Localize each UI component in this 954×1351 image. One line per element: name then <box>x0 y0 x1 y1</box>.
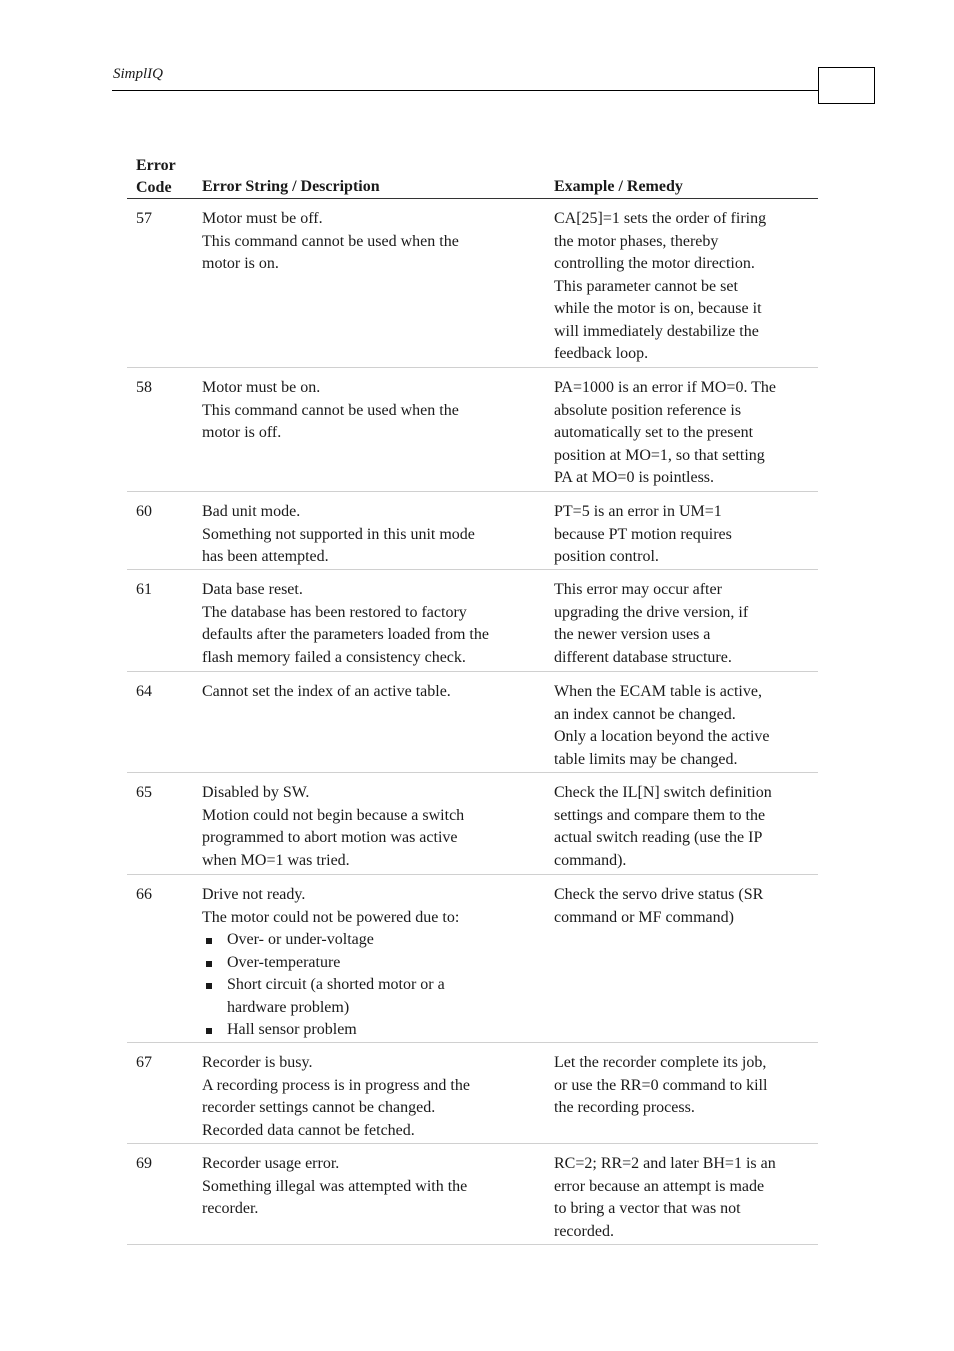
description-line: Motion could not begin because a switch <box>202 806 465 824</box>
description-line: A recording process is in progress and the <box>202 1076 470 1094</box>
remedy-line: an index cannot be changed. <box>554 705 736 723</box>
list-item-line: Hall sensor problem <box>227 1021 357 1038</box>
remedy-line: the motor phases, thereby <box>554 232 719 250</box>
error-code-cell: 69 <box>136 1155 152 1172</box>
remedy-cell <box>554 1052 816 1120</box>
remedy-cell <box>554 579 816 669</box>
list-item <box>202 952 542 975</box>
remedy-cell <box>554 208 816 366</box>
remedy-line: while the motor is on, because it <box>554 300 762 317</box>
error-code-cell: 65 <box>136 784 152 801</box>
header-error-code <box>136 155 196 199</box>
table-row <box>127 672 818 773</box>
remedy-cell <box>554 501 816 569</box>
list-item-line: hardware problem) <box>227 998 350 1016</box>
remedy-line: Check the IL[N] switch definition <box>554 784 772 801</box>
remedy-line: or use the RR=0 command to kill <box>554 1076 768 1094</box>
description-line: motor is off. <box>202 424 282 441</box>
description-line: when MO=1 was tried. <box>202 851 350 869</box>
error-code-cell: 58 <box>136 379 152 396</box>
description-cell <box>202 579 542 669</box>
remedy-line: controlling the motor direction. <box>554 255 755 272</box>
table-row <box>127 875 818 1043</box>
remedy-line: actual switch reading (use the IP <box>554 829 763 846</box>
description-line: programmed to abort motion was active <box>202 829 458 846</box>
description-cell <box>202 782 542 872</box>
remedy-cell <box>554 884 816 929</box>
description-line: flash memory failed a consistency check. <box>202 648 466 666</box>
error-code-cell: 60 <box>136 503 152 520</box>
remedy-line: Check the servo drive status (SR <box>554 886 764 903</box>
description-line: The database has been restored to factory <box>202 603 467 621</box>
header-description: Error String / Description <box>202 178 380 195</box>
description-cell <box>202 501 542 569</box>
description-cell <box>202 1052 542 1142</box>
header-remedy: Example / Remedy <box>554 178 683 195</box>
table-row <box>127 492 818 570</box>
error-code-cell: 66 <box>136 886 152 903</box>
description-cell <box>202 377 542 445</box>
remedy-line: When the ECAM table is active, <box>554 683 762 700</box>
remedy-line: settings and compare them to the <box>554 806 766 824</box>
description-line: Recorded data cannot be fetched. <box>202 1121 415 1139</box>
description-line: defaults after the parameters loaded from the <box>202 626 489 643</box>
header-code-line: Code <box>136 179 172 196</box>
description-line: Bad unit mode. <box>202 503 301 520</box>
remedy-cell <box>554 681 816 771</box>
description-line: Something not supported in this unit mode <box>202 525 475 543</box>
remedy-line: RC=2; RR=2 and later BH=1 is an <box>554 1155 776 1172</box>
description-line: recorder. <box>202 1200 259 1217</box>
remedy-line: the newer version uses a <box>554 626 711 643</box>
remedy-line: command). <box>554 851 627 869</box>
remedy-cell <box>554 1153 816 1243</box>
table-row <box>127 368 818 492</box>
error-code-cell: 67 <box>136 1054 152 1071</box>
remedy-line: PA at MO=0 is pointless. <box>554 469 715 486</box>
square-bullet-icon <box>206 938 212 944</box>
description-line: Something illegal was attempted with the <box>202 1177 468 1195</box>
remedy-line: table limits may be changed. <box>554 750 738 768</box>
description-cell <box>202 681 542 704</box>
table-row <box>127 570 818 672</box>
remedy-line: command or MF command) <box>554 908 734 926</box>
remedy-line: error because an attempt is made <box>554 1177 765 1195</box>
remedy-cell <box>554 782 816 872</box>
table-row <box>127 1043 818 1144</box>
square-bullet-icon <box>206 983 212 989</box>
table-header <box>127 155 818 199</box>
table-body <box>127 199 818 1245</box>
description-line: Disabled by SW. <box>202 784 310 801</box>
list-item-line: Short circuit (a shorted motor or a <box>227 976 445 993</box>
description-line: Motor must be off. <box>202 210 323 227</box>
remedy-line: feedback loop. <box>554 345 649 362</box>
error-code-cell: 61 <box>136 581 152 598</box>
description-line: Recorder is busy. <box>202 1054 313 1071</box>
description-cell <box>202 884 542 1042</box>
table-row <box>127 773 818 875</box>
remedy-line: Let the recorder complete its job, <box>554 1054 767 1071</box>
remedy-line: CA[25]=1 sets the order of firing <box>554 210 767 227</box>
remedy-line: Only a location beyond the active <box>554 728 770 745</box>
list-item-line: Over-temperature <box>227 953 341 971</box>
description-line: Motor must be on. <box>202 379 321 396</box>
remedy-line: because PT motion requires <box>554 525 732 543</box>
description-line: Drive not ready. <box>202 886 306 903</box>
list-item <box>202 1019 542 1042</box>
page-number-box <box>818 67 875 104</box>
square-bullet-icon <box>206 961 212 967</box>
document-header-title: SimplIQ <box>113 66 163 82</box>
remedy-line: position control. <box>554 548 659 565</box>
list-item-line: Over- or under-voltage <box>227 931 374 948</box>
description-line: Data base reset. <box>202 581 303 598</box>
remedy-line: This error may occur after <box>554 581 722 598</box>
remedy-line: recorded. <box>554 1222 614 1240</box>
table-row <box>127 199 818 368</box>
description-line: has been attempted. <box>202 548 329 565</box>
remedy-line: will immediately destabilize the <box>554 322 759 340</box>
description-line: Cannot set the index of an active table. <box>202 683 451 700</box>
description-line: The motor could not be powered due to: <box>202 908 460 926</box>
description-line: Recorder usage error. <box>202 1155 340 1172</box>
error-code-cell: 64 <box>136 683 152 700</box>
description-line: This command cannot be used when the <box>202 401 459 419</box>
remedy-line: to bring a vector that was not <box>554 1200 741 1217</box>
error-code-cell: 57 <box>136 210 152 227</box>
description-line: This command cannot be used when the <box>202 232 459 250</box>
description-line: motor is on. <box>202 255 279 272</box>
error-code-table <box>127 155 818 1245</box>
cause-list <box>202 929 542 1042</box>
description-cell <box>202 208 542 276</box>
header-code-line: Error <box>136 157 176 174</box>
remedy-line: different database structure. <box>554 648 732 666</box>
remedy-line: the recording process. <box>554 1099 695 1116</box>
remedy-line: upgrading the drive version, if <box>554 603 749 621</box>
header-rule <box>112 90 818 91</box>
remedy-line: PT=5 is an error in UM=1 <box>554 503 722 520</box>
table-row <box>127 1144 818 1245</box>
square-bullet-icon <box>206 1028 212 1034</box>
remedy-line: PA=1000 is an error if MO=0. The <box>554 379 777 396</box>
list-item <box>202 929 542 952</box>
remedy-line: This parameter cannot be set <box>554 277 738 295</box>
description-cell <box>202 1153 542 1221</box>
remedy-line: position at MO=1, so that setting <box>554 446 765 464</box>
description-line: recorder settings cannot be changed. <box>202 1099 436 1116</box>
list-item <box>202 974 542 1019</box>
remedy-line: automatically set to the present <box>554 424 754 441</box>
remedy-cell <box>554 377 816 490</box>
remedy-line: absolute position reference is <box>554 401 742 419</box>
